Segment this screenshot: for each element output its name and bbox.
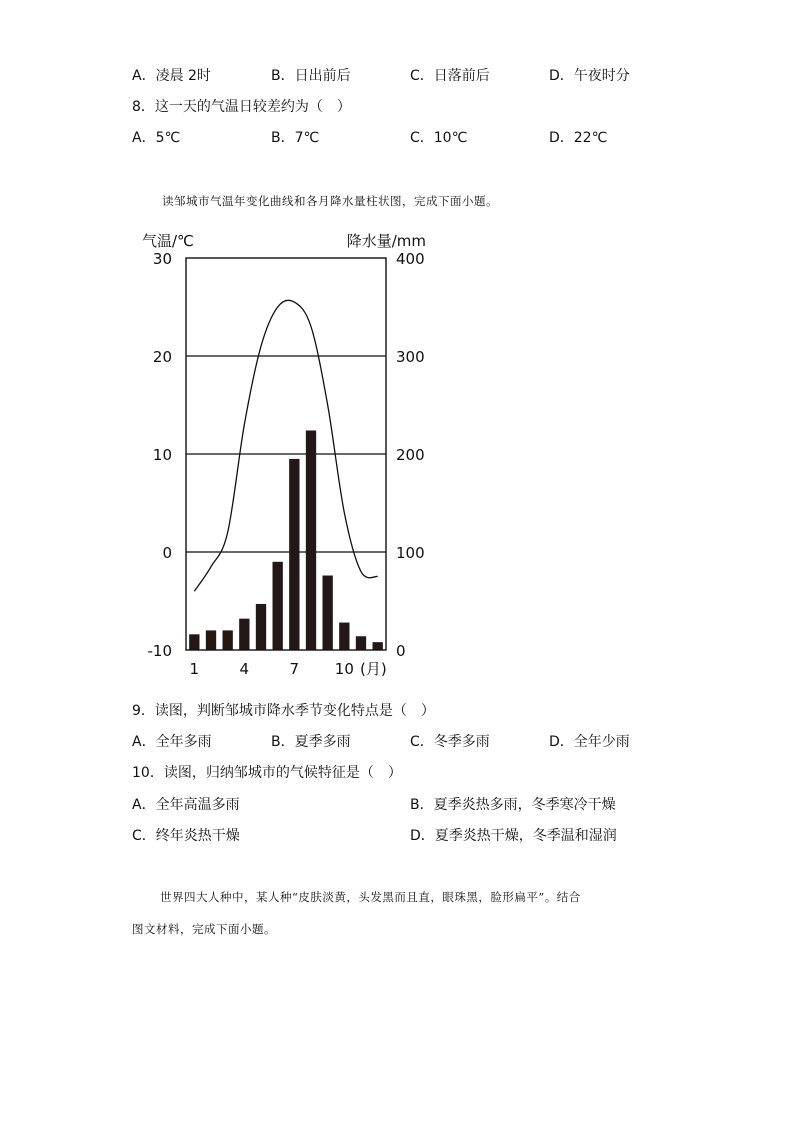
temp-tick-label: 20	[152, 348, 172, 366]
precip-bar	[323, 576, 333, 650]
temp-tick-label: -10	[147, 642, 172, 660]
q9-option-a: A．全年多雨	[132, 734, 212, 750]
precip-bar	[256, 604, 266, 650]
q7-option-d: D．午夜时分	[549, 68, 630, 84]
month-tick-label: 10	[334, 660, 354, 678]
intro-passage-2-line-2: 图文材料，完成下面小题。	[132, 922, 276, 936]
precip-tick-label: 300	[396, 348, 425, 366]
q9-option-b: B．夏季多雨	[271, 734, 351, 750]
precip-bar	[289, 459, 299, 650]
q10-stem: 10．读图，归纳邹城市的气候特征是（ ）	[132, 765, 402, 781]
q10-option-a: A．全年高温多雨	[132, 797, 240, 813]
q7-option-b: B．日出前后	[271, 68, 351, 84]
climate-chart	[140, 226, 440, 686]
precip-bar	[189, 634, 199, 650]
q8-option-d: D．22℃	[549, 130, 608, 146]
precip-bar	[223, 630, 233, 650]
intro-passage-1: 读邹城市气温年变化曲线和各月降水量柱状图，完成下面小题。	[162, 194, 498, 208]
q8-stem: 8．这一天的气温日较差约为（ ）	[132, 99, 351, 115]
q9-stem: 9．读图，判断邹城市降水季节变化特点是（ ）	[132, 703, 435, 719]
intro-passage-2-line-1: 世界四大人种中，某人种“皮肤淡黄，头发黑而且直，眼珠黑，脸形扁平”。结合	[160, 890, 581, 904]
precip-bar	[339, 623, 349, 650]
q8-option-a: A．5℃	[132, 130, 181, 146]
temperature-curve	[194, 300, 377, 591]
precip-tick-label: 200	[396, 446, 425, 464]
q8-option-c: C．10℃	[410, 130, 468, 146]
q8-option-b: B．7℃	[271, 130, 320, 146]
q9-option-c: C．冬季多雨	[410, 734, 490, 750]
right-axis-title: 降水量/mm	[346, 232, 426, 250]
q7-option-c: C．日落前后	[410, 68, 490, 84]
precip-tick-label: 100	[396, 544, 425, 562]
temp-tick-label: 0	[162, 544, 172, 562]
left-axis-title: 气温/℃	[142, 232, 194, 250]
q10-option-c: C．终年炎热干燥	[132, 828, 240, 844]
precip-bar	[373, 642, 383, 650]
precip-tick-label: 0	[396, 642, 406, 660]
x-axis-unit: (月)	[359, 660, 387, 678]
q10-option-b: B．夏季炎热多雨，冬季寒冷干燥	[410, 797, 616, 813]
month-tick-label: 7	[289, 660, 300, 678]
month-tick-label: 1	[189, 660, 200, 678]
precip-bar	[306, 430, 316, 650]
precip-bar	[273, 562, 283, 650]
precip-bar	[206, 630, 216, 650]
precip-bar	[239, 619, 249, 650]
month-tick-label: 4	[239, 660, 250, 678]
precip-tick-label: 400	[396, 250, 425, 268]
q7-option-a: A．凌晨 2时	[132, 68, 211, 84]
temp-tick-label: 30	[152, 250, 172, 268]
precip-bar	[356, 636, 366, 650]
temp-tick-label: 10	[152, 446, 172, 464]
q9-option-d: D．全年少雨	[549, 734, 630, 750]
q10-option-d: D．夏季炎热干燥，冬季温和湿润	[410, 828, 617, 844]
